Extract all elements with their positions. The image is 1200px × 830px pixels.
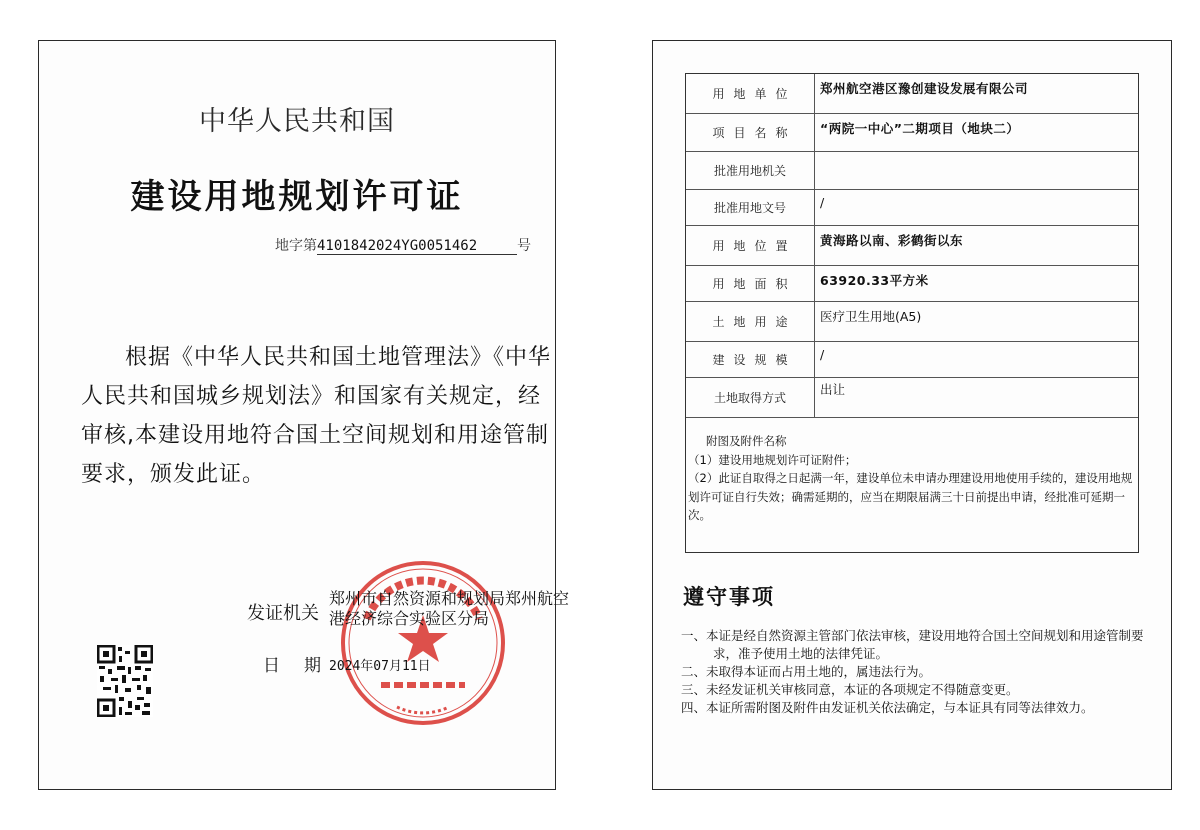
table-row — [686, 114, 1138, 152]
attachment-item: （2）此证自取得之日起满一年，建设单位未申请办理建设用地使用手续的，建设用地规划许可证自行失效；确需延期的，应当在期限届满三十日前提出申请，经批准可延期一次。 — [688, 471, 1133, 522]
notice-title: 遵守事项 — [683, 585, 775, 609]
certificate-statement: 根据《中华人民共和国土地管理法》《中华人民共和国城乡规划法》和国家有关规定，经审核,本建设用地符合国土空间规划和用途管制要求，颁发此证。 — [81, 345, 552, 487]
row-label: 批准用地文号 — [686, 190, 815, 225]
attachments-section — [686, 432, 1138, 525]
rule-item: 一、本证是经自然资源主管部门依法审核，建设用地符合国土空间规划和用途管制要求，准予使用土地的法律凭证。 — [681, 628, 1144, 661]
table-row — [686, 266, 1138, 302]
row-value: 出让 — [820, 382, 846, 397]
row-label: 土地用途 — [686, 302, 815, 341]
table-row — [686, 226, 1138, 266]
issuer-name: 郑州市自然资源和规划局郑州航空港经济综合实验区分局 — [329, 589, 570, 628]
country-name: 中华人民共和国 — [199, 106, 395, 137]
row-label: 批准用地机关 — [686, 152, 815, 189]
table-row — [686, 190, 1138, 226]
rule-item: 三、未经发证机关审核同意，本证的各项规定不得随意变更。 — [681, 682, 1019, 697]
certificate-back-page — [652, 40, 1172, 790]
date-label: 日期 — [263, 656, 345, 676]
certificate-number-value: 4101842024YG0051462 — [317, 238, 517, 255]
notice-rules — [681, 627, 1151, 717]
row-value: 郑州航空港区豫创建设发展有限公司 — [820, 81, 1029, 96]
table-row — [686, 74, 1138, 114]
row-value: 医疗卫生用地(A5) — [820, 309, 922, 324]
official-seal-icon — [337, 557, 509, 729]
qr-code-icon — [97, 645, 153, 717]
certificate-number-prefix: 地字第 — [275, 238, 317, 254]
row-value: “两院一中心”二期项目（地块二） — [820, 121, 1020, 136]
issue-date: 2024年07月11日 — [329, 659, 431, 674]
table-row — [686, 302, 1138, 342]
row-label: 用地面积 — [686, 266, 815, 301]
table-row — [686, 342, 1138, 378]
row-value: / — [820, 195, 825, 210]
row-value: / — [820, 347, 825, 362]
row-label: 用地位置 — [686, 226, 815, 265]
table-row — [686, 378, 1138, 418]
rule-item: 四、本证所需附图及附件由发证机关依法确定，与本证具有同等法律效力。 — [681, 700, 1094, 715]
certificate-title: 建设用地规划许可证 — [130, 177, 464, 217]
attachment-item: （1）建设用地规划许可证附件； — [688, 452, 857, 467]
row-value: 黄海路以南、彩鹤街以东 — [820, 233, 964, 248]
row-label: 用地单位 — [686, 74, 815, 113]
project-info-table — [685, 73, 1139, 553]
row-label: 建设规模 — [686, 342, 815, 377]
table-row — [686, 152, 1138, 190]
certificate-front-page — [38, 40, 570, 790]
row-label: 土地取得方式 — [686, 378, 815, 417]
attachments-title: 附图及附件名称 — [706, 434, 787, 448]
issuer-label: 发证机关 — [247, 603, 319, 624]
certificate-number-suffix: 号 — [517, 238, 531, 254]
row-value: 63920.33平方米 — [820, 273, 929, 288]
row-label: 项目名称 — [686, 114, 815, 151]
certificate-number — [275, 235, 531, 255]
rule-item: 二、未取得本证而占用土地的，属违法行为。 — [681, 664, 932, 679]
